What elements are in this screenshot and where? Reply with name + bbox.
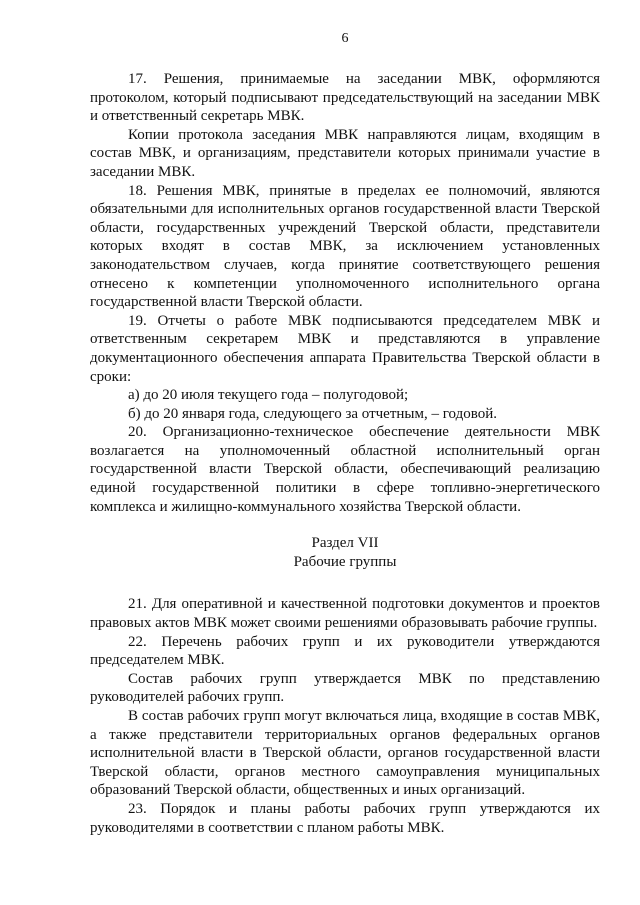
paragraph-22: 22. Перечень рабочих групп и их руководители утверждаются председателем МВК.	[90, 633, 600, 669]
paragraph-20: 20. Организационно-техническое обеспечение деятельности МВК возлагается на уполномоченный областной исполнительный орган государственной власти Тверской области, обеспечивающий реализацию единой государственной политики в сфере топливно-энергетического комплекса и жилищно-коммунального хозяйства Тверской области.	[90, 424, 600, 515]
section-heading	[90, 534, 600, 571]
section-title: Рабочие группы	[293, 553, 397, 570]
paragraph-21: 21. Для оперативной и качественной подготовки документов и проектов правовых актов МВК может своими решениями образовывать рабочие группы.	[90, 596, 600, 632]
paragraph-17: 17. Решения, принимаемые на заседании МВК, оформляются протоколом, который подписывают председательствующий на заседании МВК и ответственный секретарь МВК.	[90, 71, 600, 125]
section-number: Раздел VII	[311, 535, 379, 552]
document-page	[90, 30, 600, 837]
page-number: 6	[341, 31, 349, 46]
paragraph-22-members: В состав рабочих групп могут включаться лица, входящие в состав МВК, а также представители территориальных органов федеральных органов исполнительной власти в Тверской области, органов государственной власти Тверской области, органов местного самоуправления муниципальных образований Тверской области, общественных и иных организаций.	[90, 708, 600, 799]
paragraph-19: 19. Отчеты о работе МВК подписываются председателем МВК и ответственным секретарем МВК и представляются в управление документационного обеспечения аппарата Правительства Тверской области в сроки:	[90, 312, 600, 385]
paragraph-17-copies: Копии протокола заседания МВК направляются лицам, входящим в состав МВК, и организациям, представители которых принимали участие в заседании МВК.	[90, 126, 600, 180]
paragraph-18: 18. Решения МВК, принятые в пределах ее полномочий, являются обязательными для исполнительных органов государственной власти Тверской области, государственных учреждений Тверской области, представители которых входят в состав МВК, за исключением установленных законодательством случаев, когда принятие соответствующего решения отнесено к компетенции уполномоченного исполнительного органа государственной власти Тверской области.	[90, 182, 600, 311]
paragraph-22-composition: Состав рабочих групп утверждается МВК по представлению руководителей рабочих групп.	[90, 670, 600, 706]
list-item-annual: б) до 20 января года, следующего за отчетным, – годовой.	[128, 405, 497, 422]
list-item-semiannual: а) до 20 июля текущего года – полугодовой;	[128, 387, 409, 404]
paragraph-23: 23. Порядок и планы работы рабочих групп утверждаются их руководителями в соответствии с планом работы МВК.	[90, 800, 600, 836]
